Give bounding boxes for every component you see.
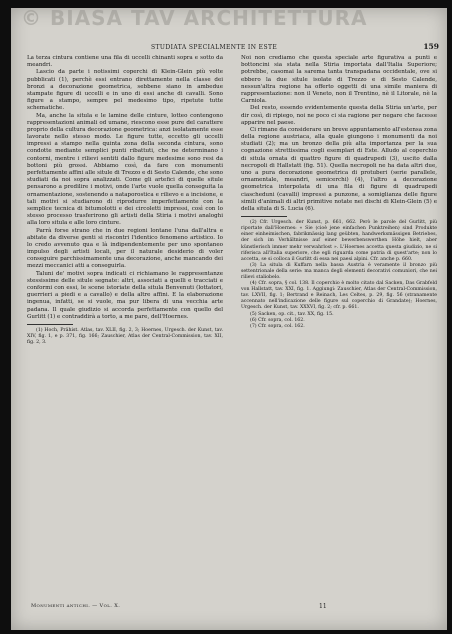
paragraph: Del resto, essendo evidentemente questa della Stiria un'arte, per dir così, di ripiego, noi ne poco ci sia ragione per negare che facesse apparire nel paese.: [241, 105, 437, 126]
footnote: (7) Cfr. sopra, col. 162.: [250, 323, 305, 329]
watermark-stamp: © BIASA TAV ARCHITETTURA: [21, 8, 368, 30]
paragraph: Noi non crediamo che questa speciale arte figurativa a punti e bottoncini sia stata nella Stiria importata dall'Italia Superiore; potrebbe, casomai la sarema tanta transpadana occidentale, ove si ebbero la due situle isolate di Trezzo e di Sesto Calende, nessun'altra regione ha offerto oggetti di una simile maniera di rappresentazione: non il Veneto, non il Trentino, nè il Litorale, nè la Carniola.: [241, 55, 437, 105]
paragraph: Ma, anche la situla e le lamine delle cinture, lotteo contengono rappresentazioni animali od umane, riescono esse pure del carattere proprio della cultura decorazione geometrica: anzi isolatamente esse lavorate nello stesso modo. Le figure tutte, eccetto gli uccelli impressi a stampo nella quinta zona della seconda cintura, sono condotte mediante semplici punti ribattuti, che ne determinano i contorni, mentre i rilievi sentiti dallo figure medesime sono resi da bottoni più grossi. Abbiamo così, da fare con monumenti perfettamente affini alle situle di Trezzo e di Sesto Calende, che sono studiati da noi sopra analizzati. Come gli artefici di quelle situle pensarono a predilire i motivi, onde l'arte vuole quella conseguita la ornamentazione, sostenendo a nataporostica e rilievo e a incisione, e tali motivi si studiarono di riprodurre imperfettamente con la semplice tecnica di bitumolotti e dei circoletti impressi, così con lo stesso processo trasferirono gli artisti della Stiria i motivi analoghi alla loro situla e alle loro cinture.: [27, 112, 223, 227]
signature-mark: 11: [319, 603, 327, 610]
volume-footer: Monumenti antichi. — Vol. X.: [31, 603, 121, 609]
footnote: (6) Cfr. sopra, col. 162.: [250, 317, 305, 323]
footnote: (3) La situla di Kuffarn nella bassa Austria è veramente il bronzo più settentrionale della serie: ma manca degli elementi decorativi comuniori, che nei rilievi staliobelo.: [241, 262, 437, 280]
right-column: [241, 55, 437, 330]
left-column: [27, 55, 223, 346]
footnote: (4) Cfr. sopra, § col. 138. Il coperchio è molto citato dal Sacken, Das Grabfeld von Hallstatt, tav. XXI, fig. 1. Aggiungi: Zauschier, Atlas der Central-Commission, tav. LXVII, fig. 1; Bertrand e Reinach, Les Celtes, p. 29, fig. 56 (stranamente accennato nell'indicazione delle figure sul coperchio di Grandate); Hoernes, Urgesch. der Kunst, tav. XXXVI, fig. 2; cfr. p. 661.: [241, 281, 437, 311]
paragraph: Parrà forse strano che in due regioni lontane l'una dall'altra e abitate da diverse genti si riscontri l'identico fenomeno artistico. Io lo credo avvenuto qua e là indipendentemente per uno spontaneo impulso degli artisti locali, per il naturale desiderio di voler conseguire parchissimamente una decorazione, anche mancando dei mezzi meccanici atti a conseguirla.: [27, 227, 223, 270]
paragraph: Ci rimane da considerare un breve appuntamento all'estensa zona della regione austriaca, alla quale giungono i monumenti da noi studiati (2); ma un bronzo della più alta importanza per la sua cognazione strettissima cogli esemplari di Este. Alludo al coperchio di situla ornata di quattro figure di quadrupedi (3), uscito dalla necropoli di Hallstatt (fig. 51). Quella necropoli ne ha data altri due, uno a pura decorazione geometrica di protuberi (serie parallele, ornamentale, meandri, semicerchi) (4), l'altro a decorazione geometrica interpolata di una fila di figure di quadrupedi ciascheduni (cavalli) impressi a punzone, a somiglianza delle figure simili d'animali di altri primitive notate nei dischi di Klein-Glein (5) e della situla di S. Lucia (6).: [241, 126, 437, 212]
footnote: (5) Sacken, op. cit., tav. XX, fig. 15.: [250, 311, 334, 317]
footnote-divider: [241, 216, 287, 217]
running-head: [25, 40, 443, 52]
paragraph: Taluni de' motivi sopra indicati ci richiamano le rappresentanze stessissime delle situle segnate: altri, associati a quelli e tracciati e conformi con essi, le scene istoriate della situla Benvenuti (lottatori, guerrieri a piedi e a cavallo) e della altre affini. E la elaborazione ingenua, infatti, se si vuole, ma pur libera di una vecchia arte padana. Il quale giudizio si accorda perfettamente con quello del Gurlitt (1) e contraddirà a torto, a me pare, dell'Hoernes.: [27, 270, 223, 320]
footnote: (2) Cfr. Urgesch. der Kunst, p. 661, 662. Però le parole del Gurlitt, più riportate dall'Hoernes: « Sie (cioè jene einfachen Punktreihen) sind Produkte einer einheimischen, fabrikmässig lang geübten, handwerksmässigen Betriebes, der sich im Verhältnisse auf einer bewerbenswerthen Höhe hielt, aber künstlerisch immer mehr verwahrlost ». L'Hoernes accetta questa giudizio, ne si riferisca all'Italia superiore, che egli riguarda come patria di quest'arte; non lo accetta, se si colloca il Gurlitt di essa nei paesi alpini. Cfr. anche p. 660.: [241, 220, 437, 262]
footnote: (1) Hoch, Prähist. Atlas, tav. XLII, fig. 2, 3; Hoernes, Urgesch. der Kunst, tav. XIV, fig. 1, e p. 371, fig. 166; Zauschier, Atlas der Central-Commission, tav. XII, fig. 2, 3.: [27, 327, 223, 346]
page-number: 159: [423, 42, 439, 51]
paragraph: La terza cintura contiene una fila di uccelli chinanti sopra e sotto da meandri.: [27, 55, 223, 69]
document-page: [11, 8, 447, 630]
footnote-divider: [27, 324, 73, 325]
running-head-title: STUDIATA SPECIALMENTE IN ESTE: [151, 44, 278, 51]
paragraph: Lascio da parte i notissimi coperchi di Klein-Glein più volte pubblicati (1), perchè essi entrano direttamente nella classe dei bronzi a decorazione geometrica, sebbene siano in ambedue stampate figure di uccelli e in uno di essi anche di cavalli. Sono figure a stampo, sempre pel medesimo tipo, ripetute tutte schematiche.: [27, 69, 223, 112]
